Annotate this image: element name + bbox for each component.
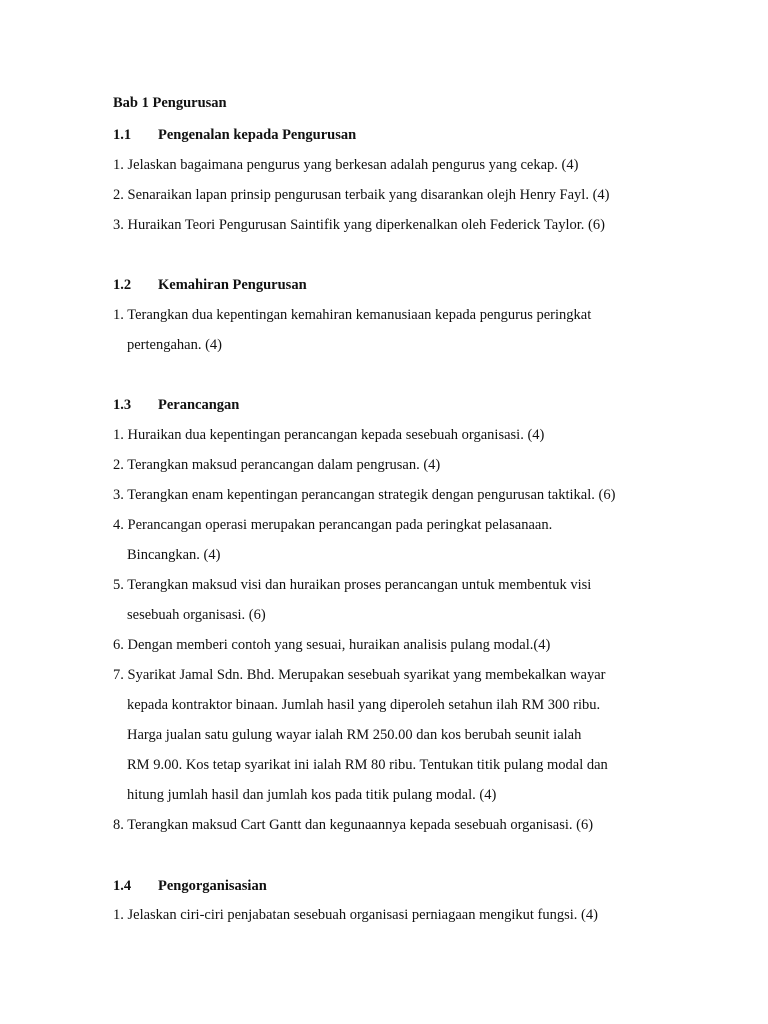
section-number: 1.4 bbox=[113, 878, 132, 894]
question-line-continued: RM 9.00. Kos tetap syarikat ini ialah RM 80 ribu. Tentukan titik pulang modal dan bbox=[127, 757, 608, 773]
question-line: 6. Dengan memberi contoh yang sesuai, huraikan analisis pulang modal.(4) bbox=[113, 637, 551, 653]
question-line: 1. Jelaskan bagaimana pengurus yang berkesan adalah pengurus yang cekap. (4) bbox=[113, 157, 579, 173]
question-line-continued: Bincangkan. (4) bbox=[127, 547, 221, 563]
question-line-continued: kepada kontraktor binaan. Jumlah hasil yang diperoleh setahun ilah RM 300 ribu. bbox=[127, 697, 601, 713]
question-line: 4. Perancangan operasi merupakan perancangan pada peringkat pelasanaan. bbox=[113, 517, 553, 533]
section-heading-1-4 bbox=[113, 876, 267, 896]
section-number: 1.1 bbox=[113, 127, 132, 143]
question-line: 1. Huraikan dua kepentingan perancangan kepada sesebuah organisasi. (4) bbox=[113, 427, 545, 443]
section-heading-1-3 bbox=[113, 395, 239, 415]
question-line-continued: sesebuah organisasi. (6) bbox=[127, 607, 266, 623]
question-line: 5. Terangkan maksud visi dan huraikan proses perancangan untuk membentuk visi bbox=[113, 577, 592, 593]
question-line: 3. Terangkan enam kepentingan perancangan strategik dengan pengurusan taktikal. (6) bbox=[113, 487, 616, 503]
section-title: Pengenalan kepada Pengurusan bbox=[158, 127, 357, 143]
question-line-continued: Harga jualan satu gulung wayar ialah RM 250.00 dan kos berubah seunit ialah bbox=[127, 727, 582, 743]
question-line: 2. Senaraikan lapan prinsip pengurusan terbaik yang disarankan olejh Henry Fayl. (4) bbox=[113, 187, 610, 203]
question-line-continued: hitung jumlah hasil dan jumlah kos pada titik pulang modal. (4) bbox=[127, 787, 497, 803]
question-line: 1. Jelaskan ciri-ciri penjabatan sesebuah organisasi perniagaan mengikut fungsi. (4) bbox=[113, 907, 598, 923]
section-heading-1-2 bbox=[113, 275, 307, 295]
section-title: Kemahiran Pengurusan bbox=[158, 277, 307, 293]
chapter-title: Bab 1 Pengurusan bbox=[113, 95, 227, 111]
question-line: 8. Terangkan maksud Cart Gantt dan kegunaannya kepada sesebuah organisasi. (6) bbox=[113, 817, 594, 833]
question-line: 3. Huraikan Teori Pengurusan Saintifik yang diperkenalkan oleh Federick Taylor. (6) bbox=[113, 217, 605, 233]
question-line: 1. Terangkan dua kepentingan kemahiran kemanusiaan kepada pengurus peringkat bbox=[113, 307, 592, 323]
question-line: 2. Terangkan maksud perancangan dalam pengrusan. (4) bbox=[113, 457, 441, 473]
question-line: 7. Syarikat Jamal Sdn. Bhd. Merupakan sesebuah syarikat yang membekalkan wayar bbox=[113, 667, 606, 683]
section-number: 1.2 bbox=[113, 277, 132, 293]
section-heading-1-1 bbox=[113, 125, 356, 145]
section-title: Perancangan bbox=[158, 397, 240, 413]
question-line-continued: pertengahan. (4) bbox=[127, 337, 223, 353]
section-title: Pengorganisasian bbox=[158, 878, 267, 894]
section-number: 1.3 bbox=[113, 397, 132, 413]
